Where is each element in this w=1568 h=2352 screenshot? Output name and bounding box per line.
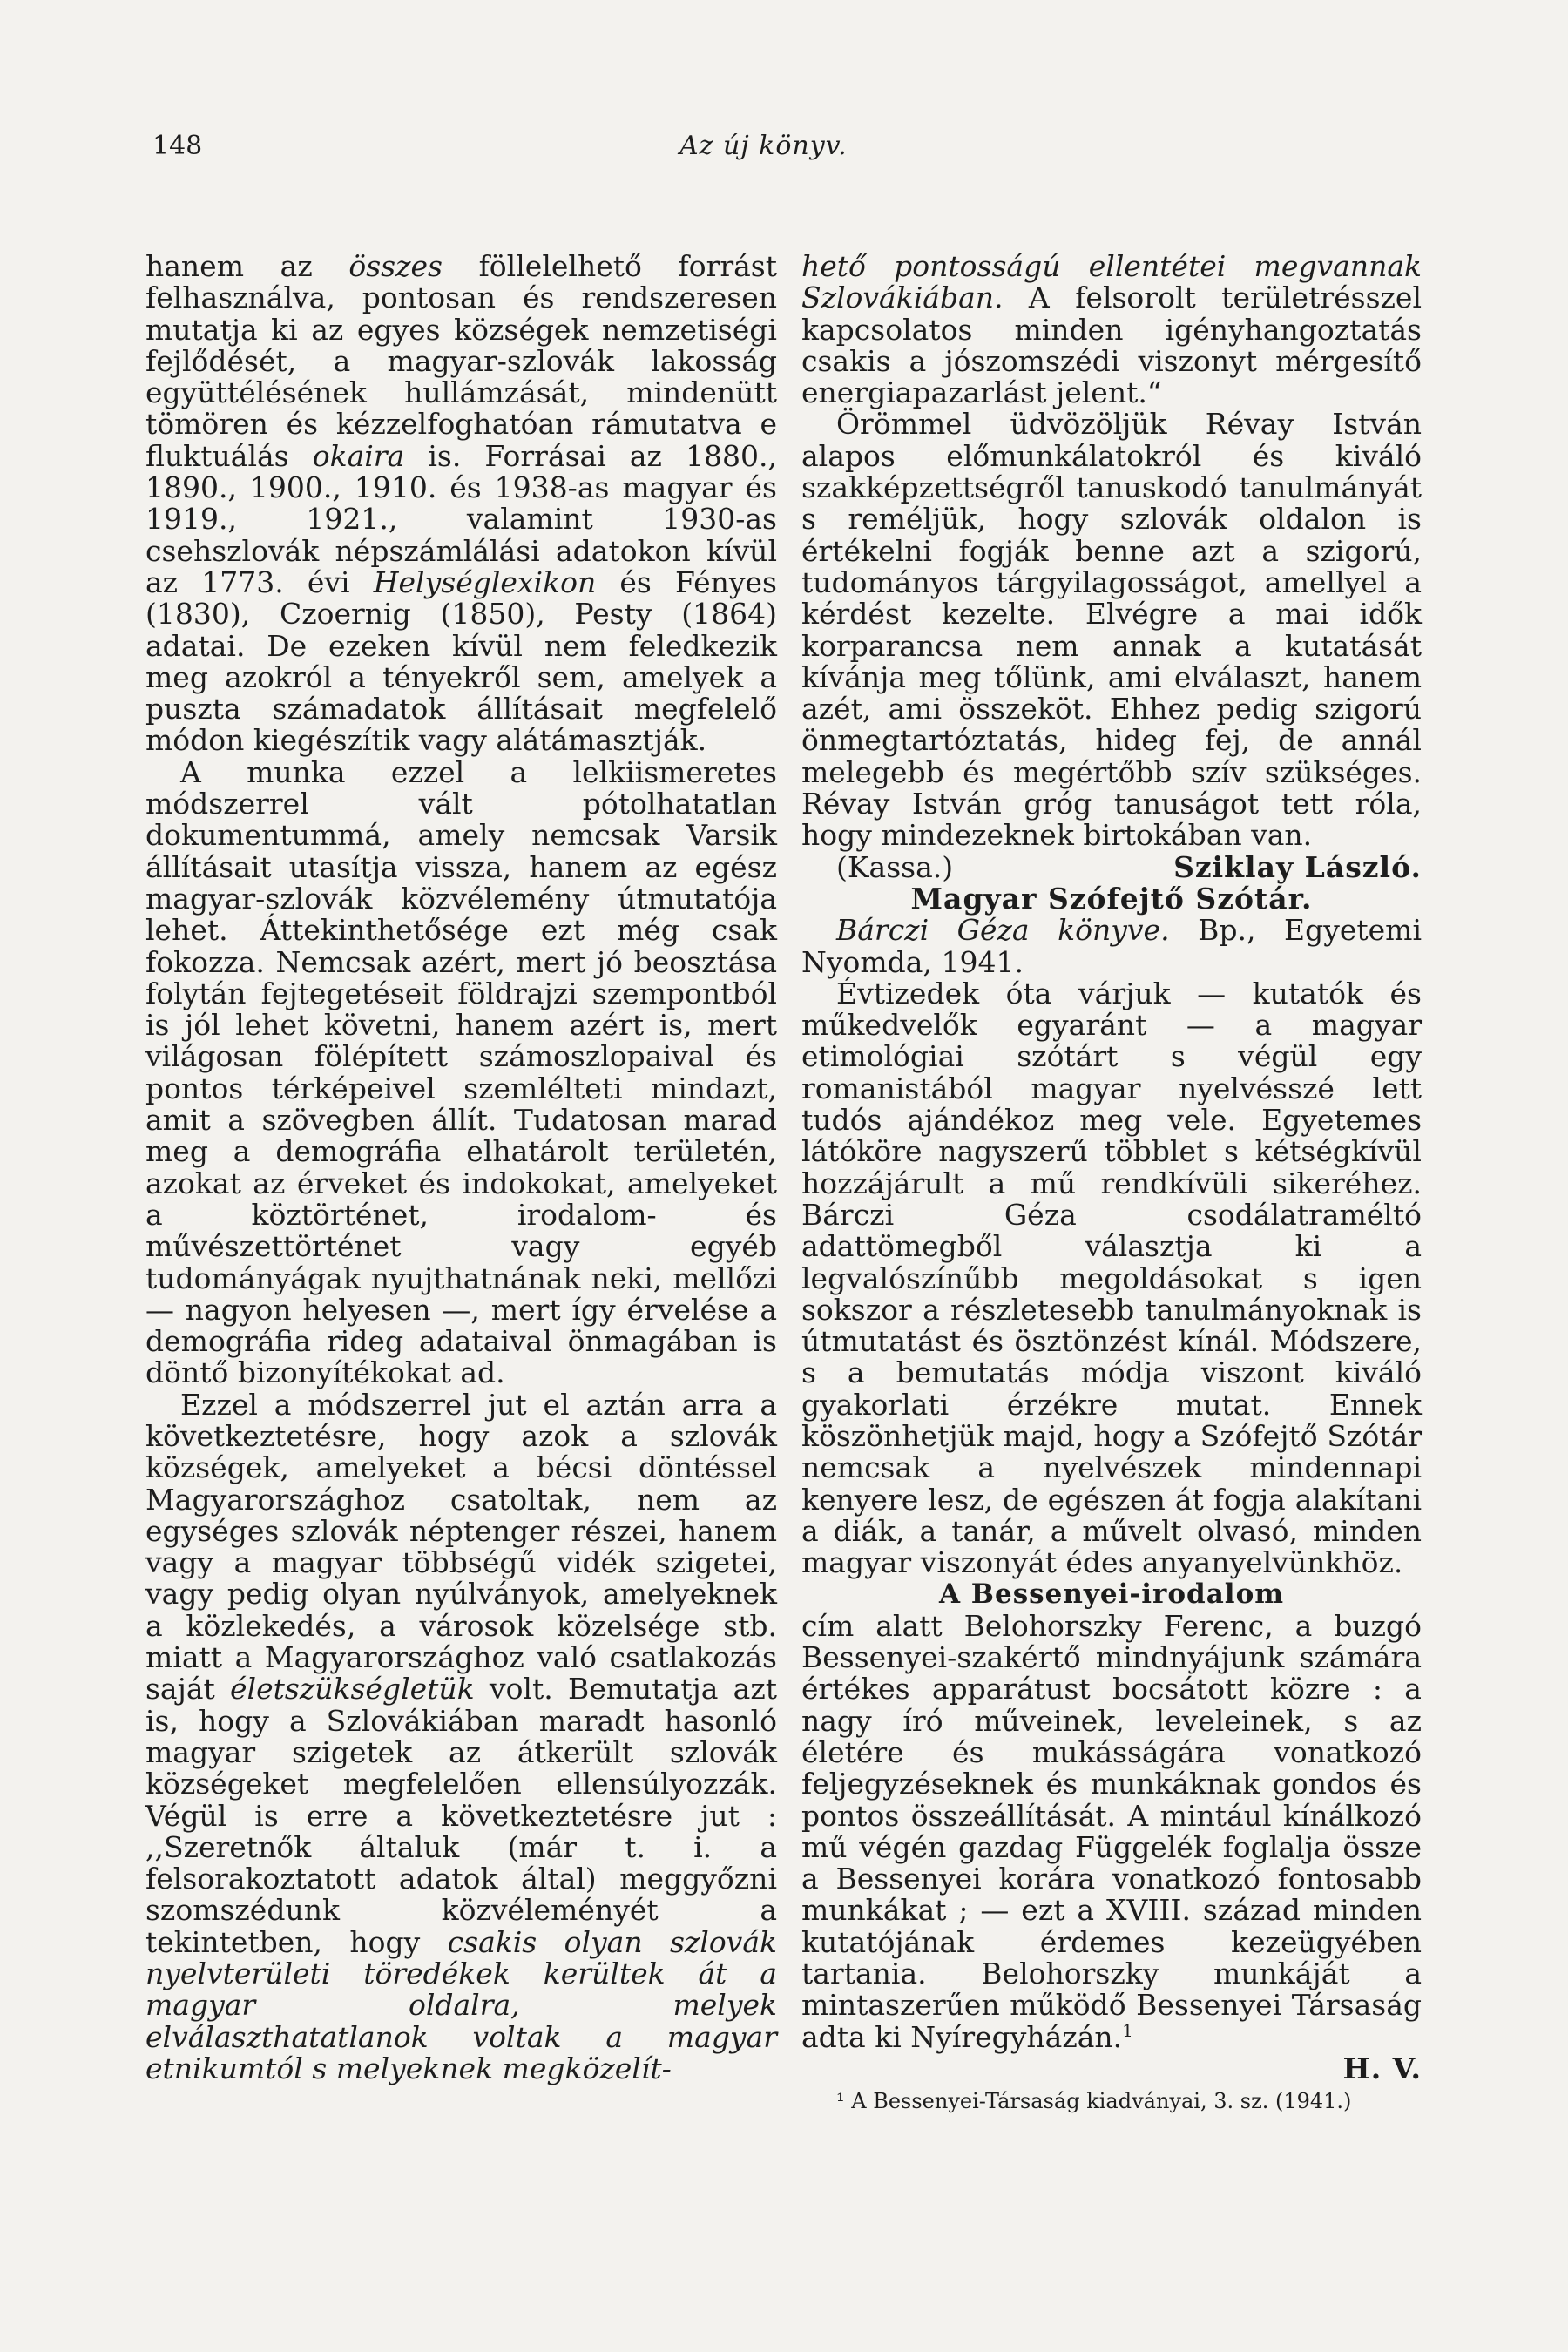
footnote-marker: 1	[1122, 2019, 1133, 2041]
review-signature	[801, 849, 1422, 884]
section-heading-szofejto: Magyar Szófejtő Szótár.	[910, 881, 1313, 916]
footnote: ¹ A Bessenyei-Társaság kiadványai, 3. sz. (1941.)	[836, 2089, 1352, 2114]
book-citation: Bárczi Géza könyve. Bp., Egyetemi Nyomda, 1941.	[801, 913, 1422, 979]
right-paragraph-2: Örömmel üdvözöljük Révay István alapos előmunkálatokról és kiváló szakképzettségről tanuskodó tanulmányát s reméljük, hogy szlovák oldalon is értékelni fogják benne azt a szigorú, tudományos tárgyilagosságot, amellyel a kérdést kezelte. Elvégre a mai idők korparancsa nem annak a kutatását kívánja meg tőlünk, ami elválaszt, hanem azét, ami összeköt. Ehhez pedig szigorú önmegtartóztatás, hideg fej, de annál melegebb és megértőbb szív szükséges. Révay István gróg tanuságot tett róla, hogy mindezeknek birtokában van.	[801, 407, 1422, 853]
section-heading-bessenyei: A Bessenyei-irodalom	[938, 1578, 1285, 1611]
left-paragraph-1: hanem az összes föllelelhető forrást felhasználva, pontosan és rendszeresen mutatja ki az egyes községek nemzetiségi fejlődését, a magyar-szlovák lakosság együttélésének hullámzását, mindenütt tömören és kézzelfoghatóan rámutatva e fluktuálás okaira is. Forrásai az 1880., 1890., 1900., 1910. és 1938-as magyar és 1919., 1921., valamint 1930-as csehszlovák népszámlálási adatokon kívül az 1773. évi Helységlexikon és Fényes (1830), Czoernig (1850), Pesty (1864) adatai. De ezeken kívül nem feledkezik meg azokról a tényekről sem, amelyek a puszta számadatok állításait megfelelő módon kiegészítik vagy alátámasztják.	[145, 249, 778, 758]
right-paragraph-1: hető pontosságú ellentétei megvannak Szlovákiában. A felsorolt területrésszel kapcsolatos minden igényhangoztatás csakis a jószomszédi viszonyt mérgesítő energiapazarlást jelent.“	[801, 249, 1422, 410]
left-paragraph-2: A munka ezzel a lelkiismeretes módszerrel vált pótolhatatlan dokumentummá, amely nemcsak Varsik állításait utasítja vissza, hanem az egész magyar-szlovák közvélemény útmutatója lehet. Áttekinthetősége ezt még csak fokozza. Nemcsak azért, mert jó beosztása folytán fejtegetéseit földrajzi szempontból is jól lehet követni, hanem azért is, mert világosan fölépített számoszlopaival és pontos térképeivel szemlélteti mindazt, amit a szövegben állít. Tudatosan marad meg a demográfia elhatárolt területén, azokat az érveket és indokokat, amelyeket a köztörténet, irodalom- és művészettörténet vagy egyéb tudományágak nyujthatnának neki, mellőzi — nagyon helyesen —, mert így érvelése a demográfia rideg adataival önmagában is döntő bizonyítékokat ad.	[145, 754, 777, 1390]
right-paragraph-4: Évtizedek óta várjuk — kutatók és műkedvelők egyaránt — a magyar etimológiai szótárt s végül egy romanistából magyar nyelvésszé lett tudós ajándékoz meg vele. Egyetemes látóköre nagyszerű többlet s kétségkívül hozzájárult a mű rendkívüli sikeréhez. Bárczi Géza csodálatraméltó adattömegből választja ki a legvalószínűbb megoldásokat s igen sokszor a részletesebb tanulmányoknak is útmutatást és ösztönzést kínál. Módszere, s a bemutatás módja viszont kiváló gyakorlati érzékre mutat. Ennek köszönhetjük majd, hogy a Szófejtő Szótár nemcsak a nyelvészek mindennapi kenyere lesz, de egészen át fogja alakítani a diák, a tanár, a művelt olvasó, minden magyar viszonyát édes anyanyelvünkhöz.	[801, 976, 1422, 1580]
signature-name: Sziklay László.	[1173, 849, 1422, 884]
running-title: Az új könyv.	[679, 131, 848, 161]
right-paragraph-5: cím alatt Belohorszky Ferenc, a buzgó Bessenyei-szakértő mindnyájunk számára értékes apparátust bocsátott közre : a nagy író műveinek, leveleinek, s az életére és mukásságára vonatkozó feljegyzéseknek és munkáknak gondos és pontos összeállítását. A mintául kínálkozó mű végén gazdag Függelék foglalja össze a Bessenyei korára vonatkozó fontosabb munkákat ; — ezt a XVIII. század minden kutatójának érdemes kezeügyében tartania. Belohorszky munkáját a mintaszerűen működő Bessenyei Társaság adta ki Nyíregyházán.$^1$	[801, 1608, 1422, 2054]
page-header	[152, 131, 1416, 183]
signature-place: (Kassa.)	[836, 849, 954, 884]
right-column	[801, 251, 1422, 2114]
initials-row	[801, 2053, 1422, 2085]
page-number: 148	[152, 131, 203, 161]
left-paragraph-3: Ezzel a módszerrel jut el aztán arra a következtetésre, hogy azok a szlovák községek, amelyeket a bécsi döntéssel Magyarországhoz csatoltak, nem az egységes szlovák néptenger részei, hanem vagy a magyar többségű vidék szigetei, vagy pedig olyan nyúlványok, amelyeknek a közlekedés, a városok közelsége stb. miatt a Magyarországhoz való csatlakozás saját életszükségletük volt. Bemutatja azt is, hogy a Szlovákiában maradt hasonló magyar szigetek az átkerült szlovák községeket megfelelően ellensúlyozzák. Végül is erre a következtetésre jut : ,,Szeretnők általuk (már t. i. a felsorakoztatott adatok által) meggyőzni szomszédunk közvéleményét a tekintetben, hogy csakis olyan szlovák nyelvterületi töredékek kerültek át a magyar oldalra, melyek elválaszthatatlanok voltak a magyar etnikumtól s melyeknek megközelít-	[145, 1387, 777, 2085]
left-column	[145, 251, 777, 2085]
author-initials: H. V.	[1342, 2051, 1422, 2085]
